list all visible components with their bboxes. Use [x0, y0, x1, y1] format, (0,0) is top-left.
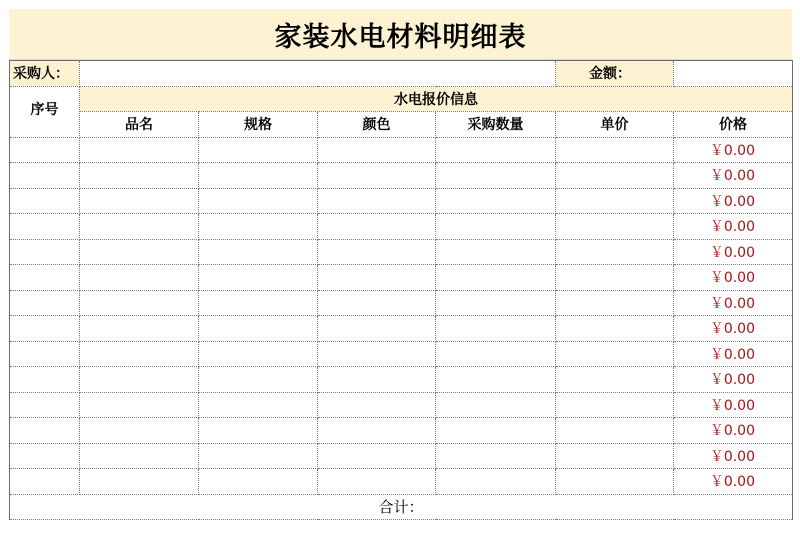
- unit-price-cell[interactable]: [556, 443, 674, 469]
- buyer-field[interactable]: [80, 61, 556, 87]
- name-cell[interactable]: [80, 265, 199, 291]
- quantity-cell[interactable]: [436, 290, 556, 316]
- seq-cell[interactable]: [10, 469, 80, 495]
- color-cell[interactable]: [318, 316, 436, 342]
- name-cell[interactable]: [80, 341, 199, 367]
- unit-price-cell[interactable]: [556, 316, 674, 342]
- spec-cell[interactable]: [199, 137, 318, 163]
- spec-cell[interactable]: [199, 188, 318, 214]
- seq-cell[interactable]: [10, 443, 80, 469]
- quantity-cell[interactable]: [436, 265, 556, 291]
- quantity-cell[interactable]: [436, 443, 556, 469]
- quantity-cell[interactable]: [436, 137, 556, 163]
- seq-cell[interactable]: [10, 163, 80, 189]
- seq-header: 序号: [10, 86, 80, 137]
- col-header-unit-price: 单价: [556, 112, 674, 138]
- spec-cell[interactable]: [199, 214, 318, 240]
- table-row: [10, 367, 793, 393]
- spec-cell[interactable]: [199, 163, 318, 189]
- unit-price-cell[interactable]: [556, 341, 674, 367]
- seq-cell[interactable]: [10, 290, 80, 316]
- price-cell[interactable]: ￥0.00: [674, 469, 793, 495]
- unit-price-cell[interactable]: [556, 163, 674, 189]
- quantity-cell[interactable]: [436, 418, 556, 444]
- unit-price-cell[interactable]: [556, 290, 674, 316]
- color-cell[interactable]: [318, 367, 436, 393]
- name-cell[interactable]: [80, 137, 199, 163]
- quantity-cell[interactable]: [436, 163, 556, 189]
- price-cell[interactable]: ￥0.00: [674, 163, 793, 189]
- name-cell[interactable]: [80, 392, 199, 418]
- quantity-cell[interactable]: [436, 188, 556, 214]
- quantity-cell[interactable]: [436, 367, 556, 393]
- seq-cell[interactable]: [10, 214, 80, 240]
- spec-cell[interactable]: [199, 341, 318, 367]
- price-cell[interactable]: ￥0.00: [674, 239, 793, 265]
- total-label: 合计：: [10, 494, 793, 520]
- price-cell[interactable]: ￥0.00: [674, 443, 793, 469]
- name-cell[interactable]: [80, 418, 199, 444]
- seq-cell[interactable]: [10, 392, 80, 418]
- name-cell[interactable]: [80, 290, 199, 316]
- name-cell[interactable]: [80, 188, 199, 214]
- spec-cell[interactable]: [199, 290, 318, 316]
- spec-cell[interactable]: [199, 265, 318, 291]
- seq-cell[interactable]: [10, 188, 80, 214]
- group-header-row: [10, 86, 793, 112]
- color-cell[interactable]: [318, 188, 436, 214]
- table-row: [10, 239, 793, 265]
- quantity-cell[interactable]: [436, 341, 556, 367]
- spec-cell[interactable]: [199, 239, 318, 265]
- color-cell[interactable]: [318, 163, 436, 189]
- spec-cell[interactable]: [199, 367, 318, 393]
- table-row: [10, 316, 793, 342]
- col-header-spec: 规格: [199, 112, 318, 138]
- spec-cell[interactable]: [199, 418, 318, 444]
- name-cell[interactable]: [80, 443, 199, 469]
- price-cell[interactable]: ￥0.00: [674, 265, 793, 291]
- column-header-row: [10, 112, 793, 138]
- table-row: [10, 418, 793, 444]
- color-cell[interactable]: [318, 443, 436, 469]
- unit-price-cell[interactable]: [556, 239, 674, 265]
- seq-cell[interactable]: [10, 367, 80, 393]
- name-cell[interactable]: [80, 316, 199, 342]
- color-cell[interactable]: [318, 418, 436, 444]
- color-cell[interactable]: [318, 239, 436, 265]
- seq-cell[interactable]: [10, 341, 80, 367]
- name-cell[interactable]: [80, 214, 199, 240]
- table-row: [10, 214, 793, 240]
- table-row: [10, 188, 793, 214]
- unit-price-cell[interactable]: [556, 392, 674, 418]
- price-cell[interactable]: ￥0.00: [674, 341, 793, 367]
- col-header-price: 价格: [674, 112, 793, 138]
- total-row: [10, 494, 793, 520]
- table-row: [10, 443, 793, 469]
- col-header-name: 品名: [80, 112, 199, 138]
- info-row: [10, 61, 793, 87]
- material-table: [9, 60, 793, 520]
- seq-cell[interactable]: [10, 418, 80, 444]
- spec-cell[interactable]: [199, 469, 318, 495]
- price-cell[interactable]: ￥0.00: [674, 367, 793, 393]
- col-header-color: 颜色: [318, 112, 436, 138]
- unit-price-cell[interactable]: [556, 137, 674, 163]
- seq-cell[interactable]: [10, 265, 80, 291]
- sheet-title: 家装水电材料明细表: [274, 21, 527, 53]
- spec-cell[interactable]: [199, 443, 318, 469]
- table-row: [10, 290, 793, 316]
- price-cell[interactable]: ￥0.00: [674, 392, 793, 418]
- unit-price-cell[interactable]: [556, 188, 674, 214]
- color-cell[interactable]: [318, 341, 436, 367]
- spec-cell[interactable]: [199, 392, 318, 418]
- name-cell[interactable]: [80, 163, 199, 189]
- amount-label: 金额：: [556, 61, 674, 87]
- unit-price-cell[interactable]: [556, 418, 674, 444]
- unit-price-cell[interactable]: [556, 265, 674, 291]
- color-cell[interactable]: [318, 265, 436, 291]
- seq-cell[interactable]: [10, 316, 80, 342]
- unit-price-cell[interactable]: [556, 469, 674, 495]
- table-row: [10, 341, 793, 367]
- seq-cell[interactable]: [10, 239, 80, 265]
- seq-cell[interactable]: [10, 137, 80, 163]
- title-bar: [9, 9, 792, 60]
- quantity-cell[interactable]: [436, 239, 556, 265]
- table-row: [10, 163, 793, 189]
- color-cell[interactable]: [318, 392, 436, 418]
- price-cell[interactable]: ￥0.00: [674, 214, 793, 240]
- table-row: [10, 392, 793, 418]
- color-cell[interactable]: [318, 469, 436, 495]
- spec-cell[interactable]: [199, 316, 318, 342]
- name-cell[interactable]: [80, 239, 199, 265]
- quantity-cell[interactable]: [436, 469, 556, 495]
- quantity-cell[interactable]: [436, 316, 556, 342]
- price-cell[interactable]: ￥0.00: [674, 137, 793, 163]
- amount-field[interactable]: [674, 61, 793, 87]
- table-row: [10, 137, 793, 163]
- col-header-quantity: 采购数量: [436, 112, 556, 138]
- color-cell[interactable]: [318, 137, 436, 163]
- group-header: 水电报价信息: [80, 86, 793, 112]
- price-cell[interactable]: ￥0.00: [674, 188, 793, 214]
- price-cell[interactable]: ￥0.00: [674, 418, 793, 444]
- quantity-cell[interactable]: [436, 392, 556, 418]
- table-row: [10, 265, 793, 291]
- price-cell[interactable]: ￥0.00: [674, 316, 793, 342]
- buyer-label: 采购人：: [10, 61, 80, 87]
- color-cell[interactable]: [318, 214, 436, 240]
- unit-price-cell[interactable]: [556, 214, 674, 240]
- unit-price-cell[interactable]: [556, 367, 674, 393]
- quantity-cell[interactable]: [436, 214, 556, 240]
- price-cell[interactable]: ￥0.00: [674, 290, 793, 316]
- spreadsheet: [9, 9, 792, 520]
- name-cell[interactable]: [80, 469, 199, 495]
- name-cell[interactable]: [80, 367, 199, 393]
- table-row: [10, 469, 793, 495]
- color-cell[interactable]: [318, 290, 436, 316]
